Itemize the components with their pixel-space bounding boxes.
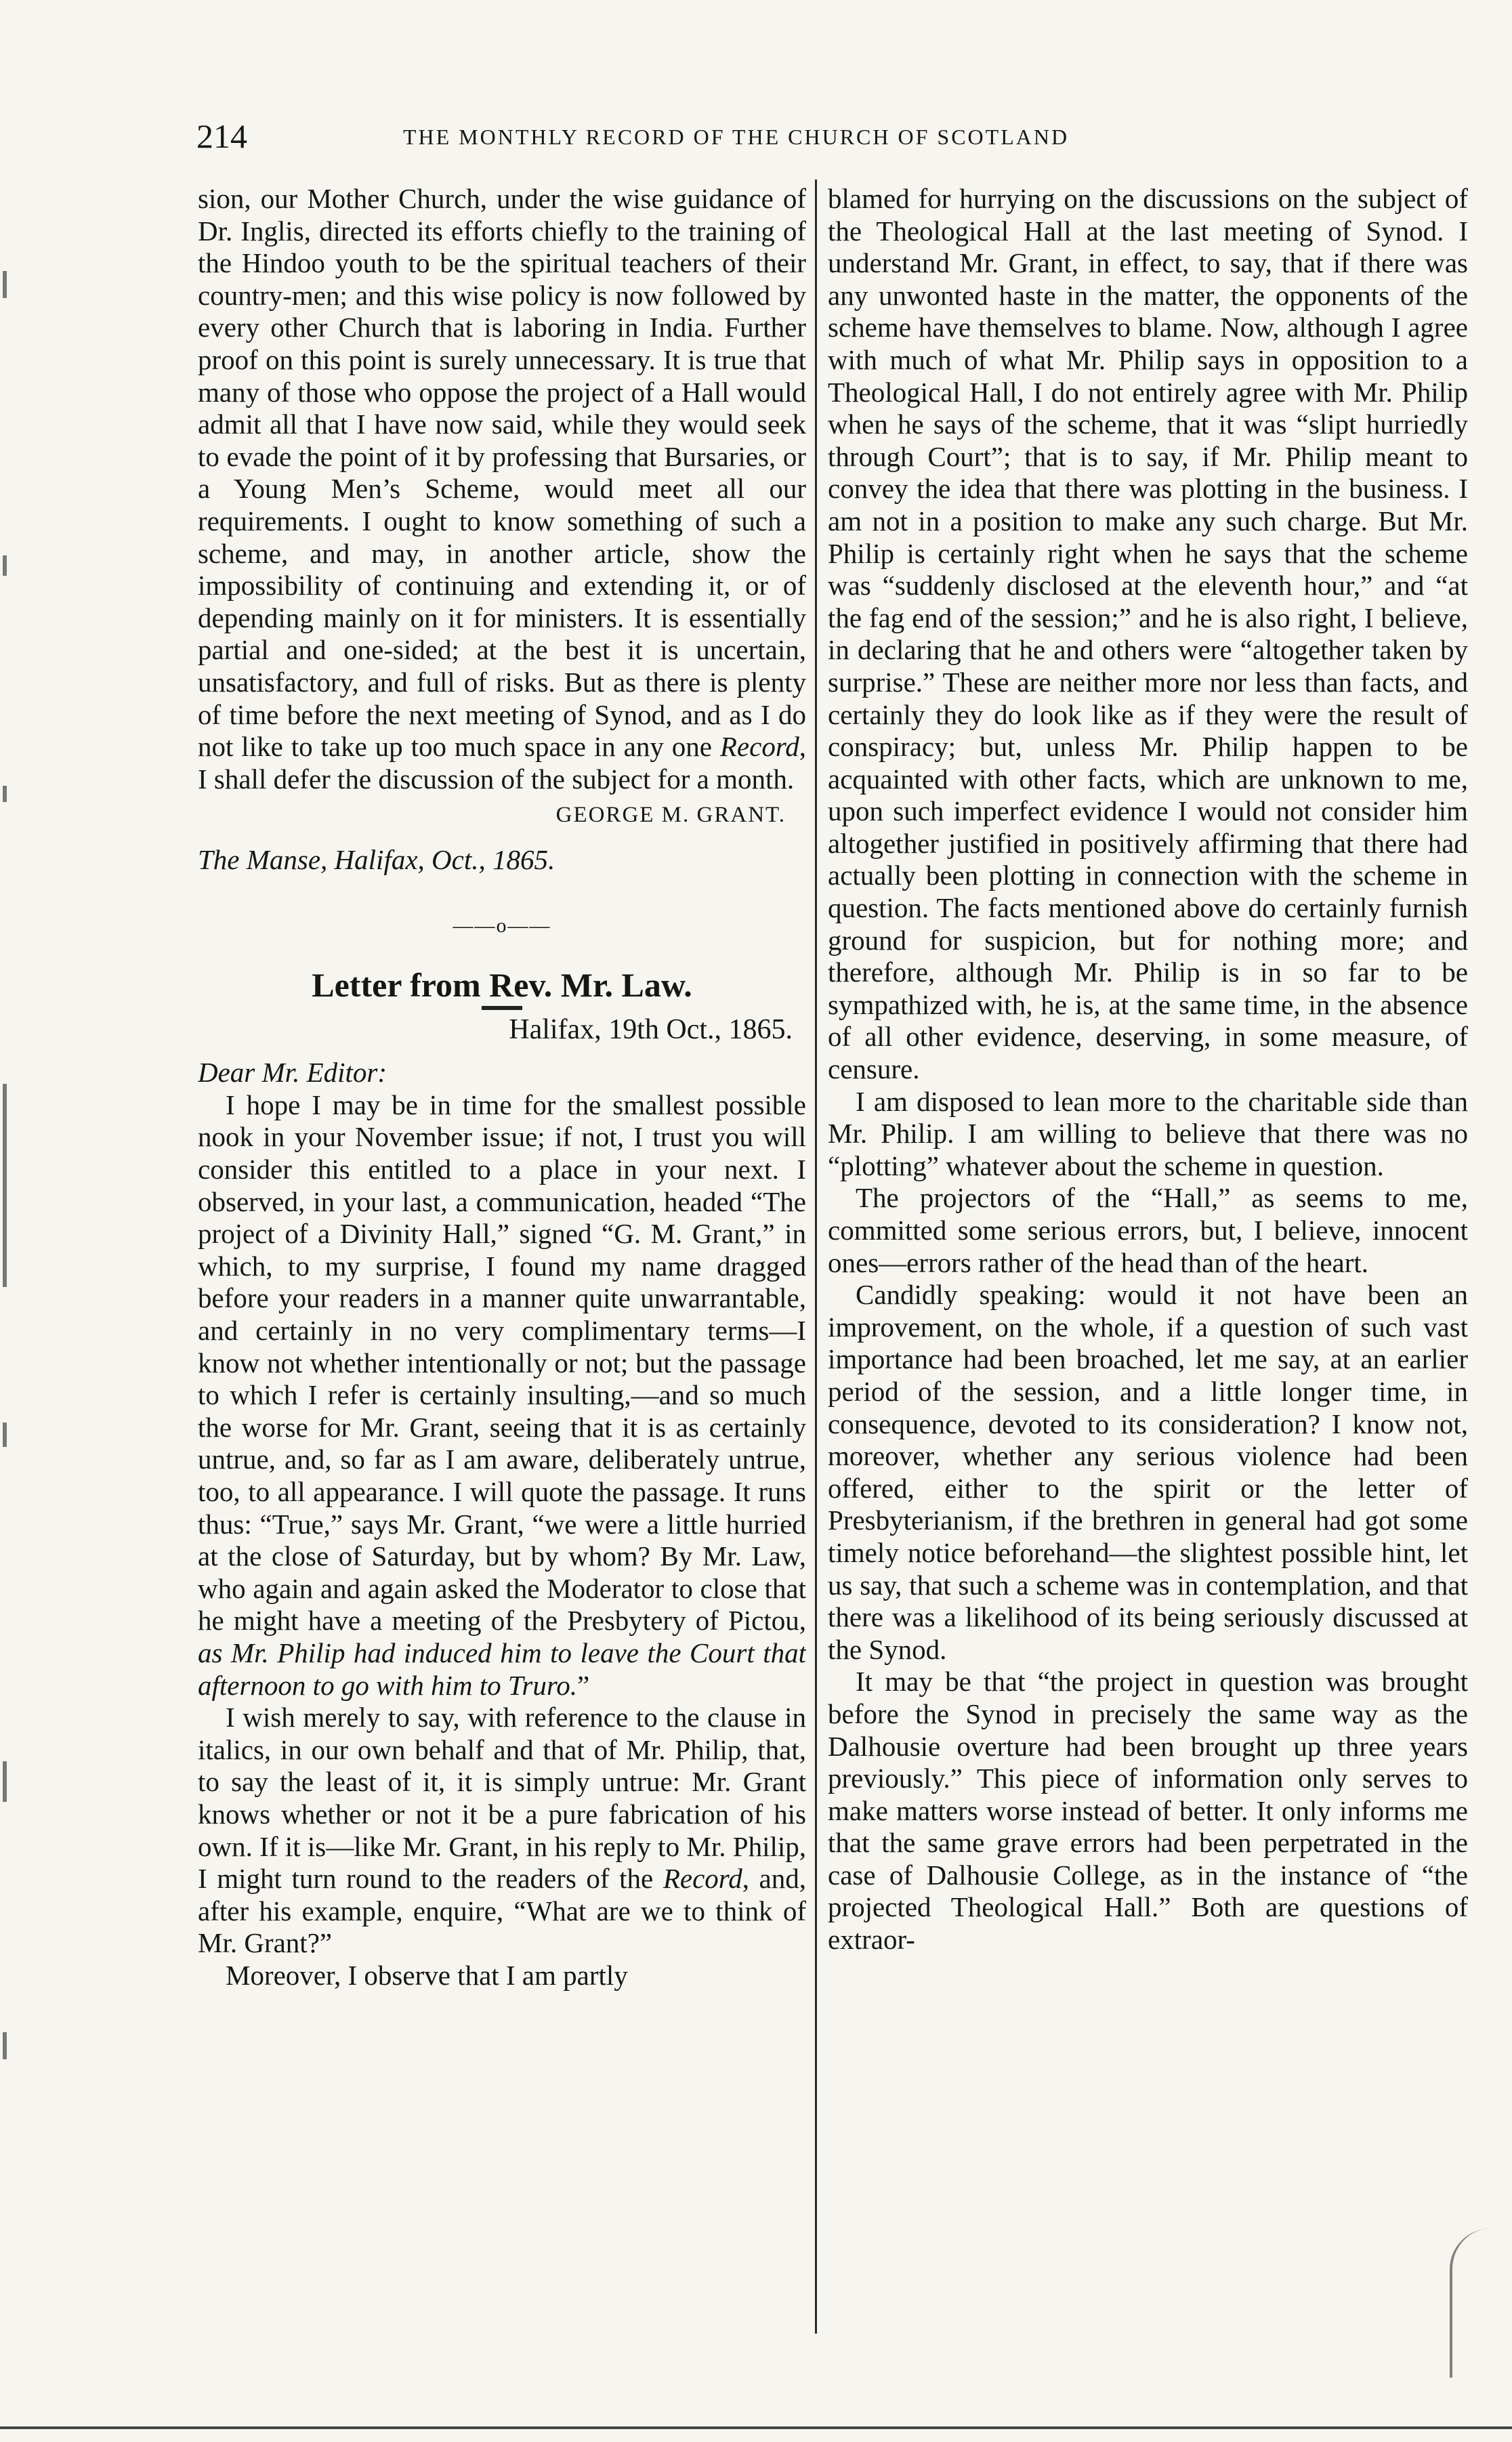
paragraph: It may be that “the project in question was brought before the Synod in precisely the same way as the Dalhousie overture had been brought up three years previously.” This piece of information only serves to make matters worse instead of better. It only informs me that the same grave errors had been perpetrated in the case of Dalhousie College, as in the instance of “the projected Theological Hall.” Both are questions of extraor- <box>828 1666 1468 1956</box>
binding-gutter <box>0 271 12 2168</box>
paragraph: The projectors of the “Hall,” as seems to me, committed some serious errors, but, I believe, innocent ones—errors rather of the head than of the heart. <box>828 1182 1468 1278</box>
dateline: The Manse, Halifax, Oct., 1865. <box>198 843 555 875</box>
paragraph: I am disposed to lean more to the charitable side than Mr. Philip. I am willing to believe that there was no “plotting” whatever about the scheme in question. <box>828 1085 1468 1181</box>
paragraph-continuation: blamed for hurrying on the discussions on the subject of the Theological Hall at the last meeting of Synod. I understand Mr. Grant, in effect, to say, that if there was any unwonted haste in the matter, the opponents of the scheme have themselves to blame. Now, although I agree with much of what Mr. Philip says in opposition to a Theological Hall, I do not entirely agree with Mr. Philip when he says of the scheme, that it was “slipt hurriedly through Court”; that is to say, if Mr. Philip meant to convey the idea that there was plotting in the business. I am not in a position to make any such charge. But Mr. Philip is certainly right when he says that the scheme was “suddenly disclosed at the eleventh hour,” and “at the fag end of the session;” and he is also right, I believe, in declaring that he and others were “altogether taken by surprise.” These are neither more nor less than facts, and certainly they do look like as if they were the result of conspiracy; but, unless Mr. Philip happen to be acquainted with other facts, which are unknown to me, upon such imperfect evidence I would not consider him altogether justified in positively affirming that there had actually been plotting in connection with the scheme in question. The facts mentioned above do certainly furnish ground for suspicion, but for nothing more; and therefore, although Mr. Philip is in so far to be sympathized with, he is, at the same time, in the absence of all other evidence, deserving, in some measure, of censure. <box>828 183 1468 1085</box>
paragraph: I hope I may be in time for the smallest possible nook in your November issue; if not, I trust you will consider this entitled to a place in your next. I observed, in your last, a communication, headed “The project of a Divinity Hall,” signed “G. M. Grant,” in which, to my surprise, I found my name dragged before your readers in a manner quite unwarrantable, and certainly in no very complimentary terms—I know not whether intentionally or not; but the passage to which I refer is certainly insulting,—and so much the worse for Mr. Grant, seeing that it is as certainly untrue, and, so far as I am aware, deliberately untrue, too, to all appearance. I will quote the passage. It runs thus: “True,” says Mr. Grant, “we were a little hurried at the close of Saturday, but by whom? By Mr. Law, who again and again asked the Moderator to close that he might have a meeting of the Presbytery of Pictou, as Mr. Philip had induced him to leave the Court that afternoon to go with him to Truro.” <box>198 1089 806 1701</box>
paragraph: Moreover, I observe that I am partly <box>226 1959 628 1991</box>
letter-date: Halifax, 19th Oct., 1865. <box>509 1013 793 1045</box>
letter-title: Letter from Rev. Mr. Law. <box>312 966 692 1005</box>
paragraph-continuation: sion, our Mother Church, under the wise guidance of Dr. Inglis, directed its efforts chiefly to the training of the Hindoo youth to be the spiritual teachers of their country-men; and this wise policy is now followed by every other Church that is laboring in India. Further proof on this point is surely unnecessary. It is true that many of those who oppose the project of a Hall would admit all that I have now said, while they would seek to evade the point of it by professing that Bursaries, or a Young Men’s Scheme, would meet all our requirements. I ought to know something of such a scheme, and may, in another article, show the impossibility of continuing and extending it, or of depending mainly on it for ministers. It is essentially partial and one-sided; at the best it is uncertain, unsatisfactory, and full of risks. But as there is plenty of time before the next meeting of Synod, and as I do not like to take up too much space in any one Record, I shall defer the discussion of the subject for a month. <box>198 183 806 795</box>
salutation: Dear Mr. Editor: <box>198 1057 387 1089</box>
page-bottom-edge <box>0 2426 1512 2429</box>
paragraph: I wish merely to say, with reference to the clause in italics, in our own behalf and that of Mr. Philip, that, to say the least of it, it is simply untrue: Mr. Grant knows whether or not it be a pure fabrication of his own. If it is—like Mr. Grant, in his reply to Mr. Philip, I might turn round to the readers of the Record, and, after his example, enquire, “What are we to think of Mr. Grant?” <box>198 1702 806 1959</box>
page-header <box>196 117 1213 157</box>
left-column <box>198 183 806 2378</box>
page-curl <box>1450 2229 1507 2378</box>
section-divider: ——o—— <box>453 914 551 938</box>
right-column <box>828 183 1468 2378</box>
title-rule <box>482 1006 522 1010</box>
column-rule <box>815 180 817 2334</box>
author-signature: GEORGE M. GRANT. <box>555 803 786 828</box>
running-title: THE MONTHLY RECORD OF THE CHURCH OF SCOTLAND <box>403 125 1070 149</box>
page-number: 214 <box>196 117 247 155</box>
paragraph: Candidly speaking: would it not have been an improvement, on the whole, if a question of such vast importance had been broached, let me say, at an earlier period of the session, and a little longer time, in consequence, devoted to its consideration? I know not, moreover, whether any serious violence had been offered, either to the spirit or the letter of Presbyterianism, if the brethren in general had got some timely notice beforehand—the slightest possible hint, let us say, that such a scheme was in contemplation, and that there was a likelihood of its being seriously discussed at the Synod. <box>828 1279 1468 1665</box>
